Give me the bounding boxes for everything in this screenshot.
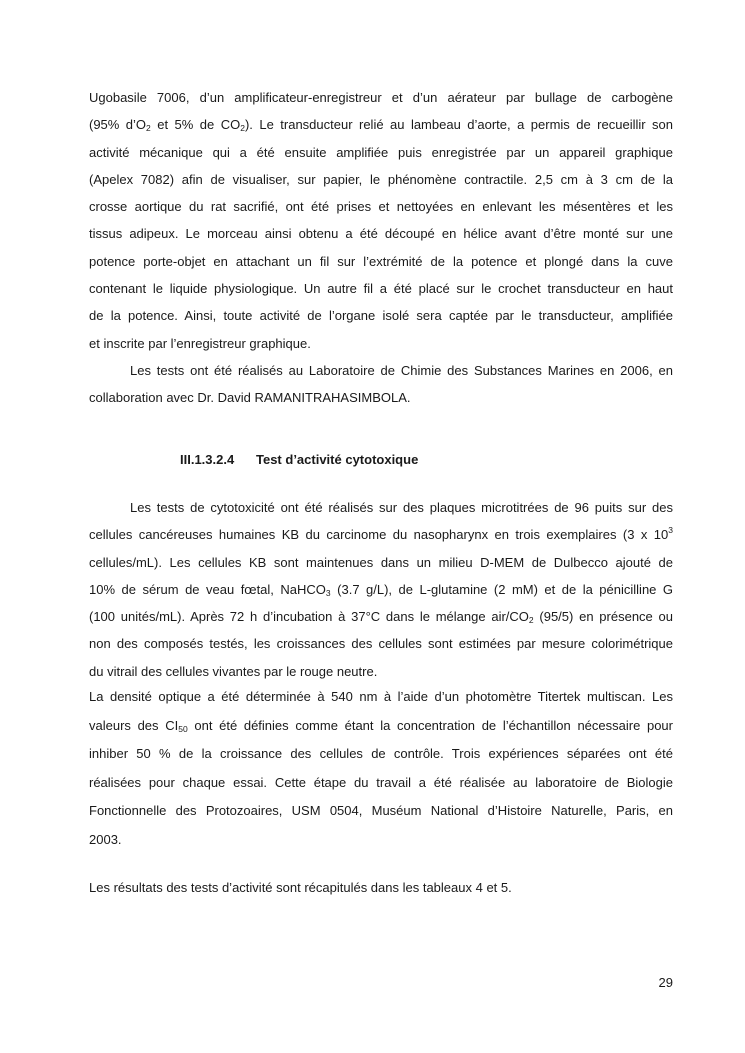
section-number: III.1.3.2.4	[180, 452, 235, 467]
paragraph-cytotoxicity	[89, 494, 673, 685]
text-line: du vitrail des cellules vivantes par le rouge neutre.	[89, 663, 378, 679]
text-line: Les tests ont été réalisés au Laboratoire de Chimie des Substances Marines en 2006, en	[130, 362, 673, 378]
text-line: 10% de sérum de veau fœtal, NaHCO$_3$ (3.7 g/L), de L-glutamine (2 mM) et de la pénicilline G	[89, 581, 674, 598]
text-line: cellules cancéreuses humaines KB du carcinome du nasopharynx en trois exemplaires (3 x $10^3$	[89, 525, 673, 543]
page-number: 29	[658, 975, 673, 990]
text-line: cellules/mL). Les cellules KB sont maintenues dans un milieu D-MEM de Dulbecco ajouté de	[89, 554, 673, 570]
text-line: inhiber 50 % de la croissance des cellules de contrôle. Trois expériences séparées ont été	[89, 746, 673, 762]
text-line: 2003.	[89, 831, 122, 847]
text-line: réalisées pour chaque essai. Cette étape du travail a été réalisée au laboratoire de Biologie	[89, 774, 673, 790]
section-title: Test d’activité cytotoxique	[256, 452, 419, 467]
text-line: Fonctionnelle des Protozoaires, USM 0504, Muséum National d’Histoire Naturelle, Paris, en	[89, 803, 673, 819]
paragraph-method-aorta	[89, 84, 673, 412]
text-line: et inscrite par l’enregistreur graphique.	[89, 335, 311, 351]
text-line: Les résultats des tests d’activité sont récapitulés dans les tableaux 4 et 5.	[89, 880, 512, 895]
text-line: crosse aortique du rat sacrifié, ont été prises et nettoyées en enlevant les mésentères et les	[89, 199, 673, 215]
text-line: Les tests de cytotoxicité ont été réalisés sur des plaques microtitrées de 96 puits sur des	[130, 500, 673, 515]
text-line: (95% $d’O_2$ et 5% de $CO_2$). Le transducteur relié au lambeau d’aorte, a permis de recueillir son	[89, 117, 673, 134]
text-line: Ugobasile 7006, d’un amplificateur-enregistreur et d’un aérateur par bullage de carbogène	[89, 90, 673, 105]
text-line: activité mécanique qui a été ensuite amplifiée puis enregistrée par un appareil graphique	[89, 144, 673, 160]
text-line: (100 unités/mL). Après 72 h d’incubation à 37°C dans le mélange air/$CO_2$ (95/5) en présence ou	[89, 609, 673, 626]
text-line: de la potence. Ainsi, toute activité de l’organe isolé sera captée par le transducteur, amplifiée	[89, 308, 673, 324]
text-line: La densité optique a été déterminée à 540 nm à l’aide d’un photomètre Titertek multiscan. Les	[89, 689, 673, 704]
section-heading	[180, 449, 418, 471]
text-line: (Apelex 7082) afin de visualiser, sur papier, le phénomène contractile. 2,5 cm à 3 cm de la	[89, 171, 673, 187]
text-line: collaboration avec Dr. David RAMANITRAHASIMBOLA.	[89, 390, 411, 406]
paragraph-results	[89, 874, 673, 901]
text-line: tissus adipeux. Le morceau ainsi obtenu a été découpé en hélice avant d’être monté sur une	[89, 226, 673, 242]
text-line: potence porte-objet en attachant un fil sur l’extrémité de la potence et plongé dans la cuve	[89, 253, 673, 269]
text-line: contenant le liquide physiologique. Un autre fil a été placé sur le crochet transducteur en haut	[89, 281, 673, 297]
paragraph-optical-density	[89, 683, 673, 855]
text-line: valeurs des $CI_{50}$ ont été définies comme étant la concentration de l’échantillon nécessaire pour	[89, 717, 673, 734]
text-line: non des composés testés, les croissances des cellules sont estimées par mesure colorimétrique	[89, 636, 673, 652]
